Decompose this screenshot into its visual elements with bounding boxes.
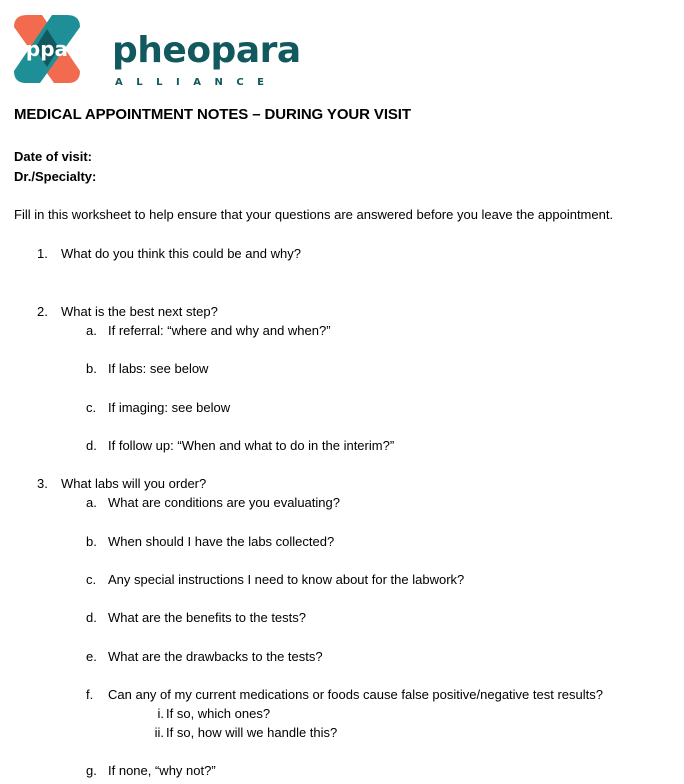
sub-item-text: What are conditions are you evaluating? [108,495,340,510]
pheopara-alliance-logo [14,15,304,87]
sub-item-letter: g. [86,763,97,778]
brand-tagline: ALLIANCE [115,77,278,88]
sub-item-text: If follow up: “When and what to do in the interim?” [108,438,395,453]
sub-item-letter: c. [86,572,97,587]
question-number: 1. [37,246,48,261]
sub-item-text: Any special instructions I need to know about for the labwork? [108,572,465,587]
sub-sub-item-text: If so, how will we handle this? [166,725,338,740]
intro-text: Fill in this worksheet to help ensure that your questions are answered before you leave the appointment. [14,207,614,222]
sub-item-letter: d. [86,438,97,453]
sub-item-letter: a. [86,323,97,338]
sub-item-letter: b. [86,361,97,376]
sub-item-text: If none, “why not?” [108,763,216,778]
sub-item-text: What are the drawbacks to the tests? [108,649,323,664]
sub-sub-item-text: If so, which ones? [166,706,271,721]
sub-item-text: Can any of my current medications or foods cause false positive/negative test results? [108,687,603,702]
sub-item-text: If imaging: see below [108,400,231,415]
doctor-specialty-label: Dr./Specialty: [14,169,97,184]
sub-sub-item-numeral: ii. [154,725,164,740]
sub-item-letter: b. [86,534,97,549]
question-text: What labs will you order? [61,476,207,491]
sub-item-text: If referral: “where and why and when?” [108,323,331,338]
sub-item-text: If labs: see below [108,361,209,376]
logo-mark-text: ppa [25,37,69,61]
sub-item-letter: a. [86,495,97,510]
question-text: What do you think this could be and why? [61,246,301,261]
ppa-logo-mark [14,15,80,83]
sub-sub-item-numeral: i. [157,706,164,721]
date-of-visit-label: Date of visit: [14,149,93,164]
sub-item-letter: e. [86,649,97,664]
sub-item-text: When should I have the labs collected? [108,534,335,549]
question-number: 2. [37,304,48,319]
document-title: MEDICAL APPOINTMENT NOTES – DURING YOUR VISIT [14,106,411,123]
sub-item-letter: c. [86,400,97,415]
question-text: What is the best next step? [61,304,218,319]
sub-item-letter: f. [86,687,94,702]
sub-item-text: What are the benefits to the tests? [108,610,307,625]
question-number: 3. [37,476,48,491]
sub-item-letter: d. [86,610,97,625]
brand-name: pheopara [112,30,301,71]
